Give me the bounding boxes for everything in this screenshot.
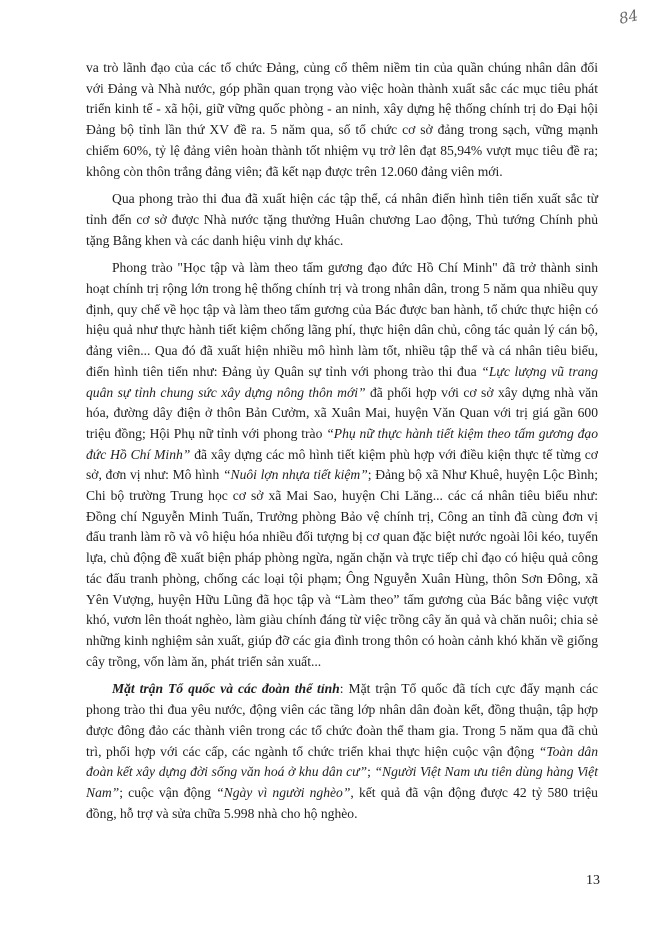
text-run: ; Đảng bộ xã Như Khuê, huyện Lộc Bình; Chi bộ trường Trung học cơ sở xã Mai Sao, huyện Chi Lăng... các cá nhân tiêu biểu như: Đồng chí Nguyễn Minh Tuấn, Trưởng phòng Bảo vệ chính trị, Công an tỉnh đã cùng đơn vị đấu tranh làm rõ và vô hiệu hóa nhiều đối tượng bị cơ quan đặc biệt nước ngoài lôi kéo, tuyển lựa, chủ động đề xuất biện pháp phòng ngừa, ngăn chặn và trực tiếp chỉ đạo có hiệu quả công tác đấu tranh phòng, chống các loại tội phạm; Ông Nguyễn Xuân Hùng, thôn Sơn Đông, xã Yên Vượng, huyện Hữu Lũng đã học tập và “Làm theo” tấm gương của Bác bằng việc vượt khó, vươn lên thoát nghèo, làm giàu chính đáng từ việc trồng cây ăn quả và chăn nuôi; chia sẻ những kinh nghiệm sản xuất, giúp đỡ các gia đình trong thôn có hoàn cảnh khó khăn về giống cây trồng, vốn làm ăn, phát triển sản xuất... (86, 467, 599, 669)
italic-quote: “Người Việt Nam ưu tiên dùng hàng Việt Nam” (86, 764, 598, 800)
section-heading: Mặt trận Tổ quốc và các đoàn thể tỉnh (112, 681, 340, 697)
italic-quote: “Ngày vì người nghèo” (216, 784, 351, 800)
text-run: , kết quả đã vận động được 42 tỷ 580 triệu đồng, hỗ trợ và sửa chữa 5.998 nhà cho hộ nghèo. (86, 784, 598, 821)
italic-quote: “Phụ nữ thực hành tiết kiệm theo tấm gương đạo đức Hồ Chí Minh” (86, 425, 598, 462)
italic-quote: “Nuôi lợn nhựa tiết kiệm” (222, 467, 368, 483)
document-body (86, 58, 598, 831)
text-run: ; cuộc vận động (119, 784, 217, 800)
paragraph-ho-chi-minh-movement (86, 258, 598, 672)
italic-quote: “Toàn dân đoàn kết xây dựng đời sống văn hoá ở khu dân cư” (86, 743, 599, 780)
italic-quote: “Lực lượng vũ trang quân sự tỉnh chung sức xây dựng nông thôn mới” (86, 363, 599, 400)
handwritten-page-mark: 84 (617, 6, 640, 28)
text-run: ; (367, 764, 375, 780)
text-run: đã phối hợp với cơ sở xây dựng nhà văn hóa, đường dây điện ở thôn Bản Cưởm, xã Xuân Mai, huyện Văn Quan với trị giá gần 600 triệu đồng; Hội Phụ nữ tỉnh với phong trào (86, 384, 598, 441)
page-number: 13 (586, 873, 600, 888)
text-run: Phong trào "Học tập và làm theo tấm gương đạo đức Hồ Chí Minh" đã trở thành sinh hoạt chính trị rộng lớn trong hệ thống chính trị và trong nhân dân, trong 5 năm qua nhiều quy định, quy chế về học tập và làm theo tấm gương của Bác được ban hành, tổ chức thực hiện có hiệu quả như thực hành tiết kiệm chống lãng phí, thực hiện dân chủ, công tác quản lý cán bộ, đảng viên... Qua đó đã xuất hiện nhiều mô hình làm tốt, nhiều tập thể và cá nhân tiêu biểu, điển hình tiên tiến như: Đảng ủy Quân sự tỉnh với phong trào thi đua (86, 260, 598, 379)
text-run: đã xây dựng các mô hình tiết kiệm phù hợp với điều kiện thực tế từng cơ sở, đơn vị như: Mô hình (86, 446, 598, 483)
paragraph-party-building: va trò lãnh đạo của các tổ chức Đảng, củng cố thêm niềm tin của quần chúng nhân dân đối với Đảng và Nhà nước, góp phần quan trọng vào việc hoàn thành xuất sắc các mục tiêu phát triển kinh tế - xã hội, giữ vững quốc phòng - an ninh, xây dựng hệ thống chính trị do Đại hội Đảng bộ tỉnh lần thứ XV đề ra. 5 năm qua, số tổ chức cơ sở đảng trong sạch, vững mạnh chiếm 60%, tỷ lệ đảng viên hoàn thành tốt nhiệm vụ trở lên đạt 85,94% vượt mục tiêu đề ra; không còn thôn trắng đảng viên; đã kết nạp được trên 12.060 đảng viên mới. (86, 60, 598, 179)
paragraph-emulation-results: Qua phong trào thi đua đã xuất hiện các tập thể, cá nhân điển hình tiên tiến xuất sắc từ tỉnh đến cơ sở được Nhà nước tặng thưởng Huân chương Lao động, Thủ tướng Chính phủ tặng Bằng khen và các danh hiệu vinh dự khác. (86, 191, 598, 248)
text-run: : Mặt trận Tổ quốc đã tích cực đẩy mạnh các phong trào thi đua yêu nước, động viên các tầng lớp nhân dân đoàn kết, đồng thuận, tập hợp được đông đảo các thành viên trong các tổ chức đoàn thể tham gia. Trong 5 năm qua đã chủ trì, phối hợp với các cấp, các ngành tổ chức triển khai thực hiện cuộc vận động (86, 681, 599, 759)
paragraph-fatherland-front (86, 679, 598, 824)
